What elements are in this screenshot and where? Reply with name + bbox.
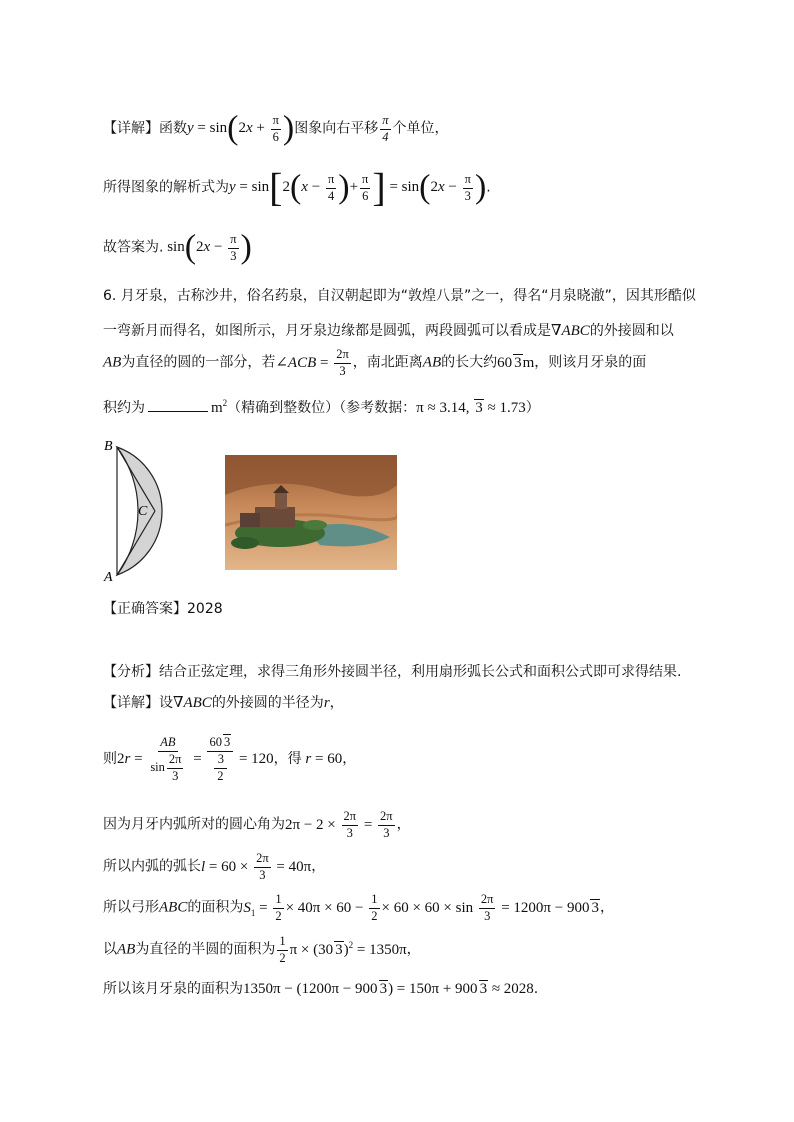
formula: $S_1$ = $\frac{1}{2}$ × 40π × 60 − $\frac{1}{2}$ × 60 × 60 × sin $\frac{2\pi}{3}$ = 1200π − 900 3 [243, 892, 599, 923]
detail2-text: 所以弓形 [103, 899, 159, 916]
detail2-line-5: 所以弓形ABC的面积为$S_1$ = $\frac{1}{2}$ × 40π × 60 − $\frac{1}{2}$ × 60 × 60 × sin $\frac{2\pi}{3}$ = 1200π − 900 3， [103, 892, 614, 923]
correct-answer-label: 【正确答案】 [103, 601, 187, 617]
question-text: 一弯新月而得名，如图所示，月牙泉边缘都是圆弧，两段圆弧可以看成是 [103, 323, 551, 339]
detail2-text: 的面积为 [187, 899, 244, 916]
question-text: （精确到整数位）（参考数据： [227, 400, 417, 416]
detail2-line-7: 所以该月牙泉的面积为1350π − (1200π − 900 3) = 150π + 900 3 ≈ 2028. [103, 981, 539, 997]
question-text: ，南北距离 [352, 354, 423, 371]
formula: r [323, 695, 330, 711]
question-text: 积约为 [103, 400, 145, 416]
detail-text: 函数 [159, 120, 187, 137]
detail2-line-1: 【详解】设∇ABC的外接圆的半径为r， [103, 695, 344, 711]
detail2-text: ，得 [273, 751, 302, 768]
formula: l = 60 × $\frac{2\pi}{3}$ = 40π [201, 851, 312, 882]
formula: π ≈ 3.14, 3 ≈ 1.73 [416, 400, 526, 416]
detail-text: 所得图象的解析式为 [103, 179, 229, 196]
detail-line-1 [103, 112, 694, 146]
label-b: B [104, 439, 113, 454]
formula: sin(2x − $\frac{\pi}{3}$ ) [163, 229, 252, 266]
answer-line [103, 231, 694, 265]
correct-answer [103, 601, 694, 618]
detail2-text: 则 [103, 751, 117, 768]
formula: $m^2$ [211, 398, 228, 416]
detail-text: 个单位， [392, 120, 449, 137]
detail2-text: 设 [159, 695, 173, 711]
formula: 2π − 2 × $\frac{2\pi}{3}$ = $\frac{2\pi}{3}$ [285, 809, 393, 840]
formula: r = 60 [305, 751, 343, 768]
formula: ∇ABC [551, 323, 590, 339]
detail-line-2 [103, 165, 694, 210]
formula: $\frac{\pi}{4}$ [382, 112, 389, 144]
detail2-line-3: 因为月牙内弧所对的圆心角为2π − 2 × $\frac{2\pi}{3}$ = $\frac{2\pi}{3}$ ， [103, 809, 411, 840]
question-text: 为直径的圆的一部分，若 [121, 354, 276, 371]
analysis-label: 【分析】 [103, 664, 159, 680]
answer-blank [148, 411, 208, 412]
question-text: 的外接圆和以 [589, 323, 674, 339]
question-text: ） [525, 400, 540, 416]
crescent-lake-photo [225, 455, 397, 570]
question-line-3 [103, 348, 694, 379]
detail-text: . [486, 179, 491, 196]
detail2-text: 为直径的半圆的面积为 [135, 941, 276, 958]
formula: AB [117, 941, 136, 958]
detail-label: 【详解】 [103, 120, 159, 137]
detail-text: 图象向右平移 [294, 120, 379, 137]
detail2-label: 【详解】 [103, 695, 159, 711]
answer-text: 故答案为. [103, 239, 164, 256]
formula: ∠ACB = $\frac{2\pi}{3}$ [275, 347, 349, 378]
formula: AB [422, 354, 442, 371]
label-a: A [104, 570, 113, 585]
formula: ∇ABC [173, 695, 212, 711]
label-c: C [138, 504, 148, 519]
detail2-text: 以 [103, 941, 117, 958]
crescent-diagram [100, 435, 200, 585]
formula: 2r = AB sin $\frac{2\pi}{3}$ = $\frac{60 3}{\frac{3}{2}}$ = 120 [117, 735, 274, 783]
formula: AB [103, 354, 122, 371]
formula: y = sin(2x + $\frac{\pi}{6}$ ) [187, 110, 295, 147]
detail2-text: 所以该月牙泉的面积为 [103, 981, 243, 997]
question-text: 的长大约 [441, 354, 498, 371]
analysis [103, 664, 694, 681]
correct-answer-value: 2028 [187, 601, 223, 617]
question-line-1: 6. 月牙泉，古称沙井，俗名药泉，自汉朝起即为“敦煌八景”之一，得名“月泉晓澈”，因其形酷似 [103, 288, 696, 304]
analysis-text: 结合正弦定理，求得三角形外接圆半径，利用扇形弧长公式和面积公式即可求得结果. [159, 664, 682, 680]
question-line-2 [103, 322, 694, 340]
detail2-text: 所以内弧的弧长 [103, 858, 201, 875]
detail2-text: 因为月牙内弧所对的圆心角为 [103, 816, 285, 833]
question-text: ，则该月牙泉的面 [534, 354, 647, 371]
question-line-4 [103, 398, 694, 417]
formula: $\frac{1}{2}$ π × (30 3)$^2$ = 1350π [279, 934, 407, 965]
formula: y = sin[2(x − $\frac{\pi}{4}$ )+ $\frac{\pi}{6}$ ] = sin(2x − $\frac{\pi}{3}$ ) [229, 165, 487, 210]
formula: 60 3m [497, 354, 535, 371]
detail2-text: 的外接圆的半径为 [211, 695, 324, 711]
detail2-line-6: 以AB为直径的半圆的面积为 $\frac{1}{2}$ π × (30 3)$^2$ = 1350π， [103, 934, 421, 965]
formula: ABC [159, 899, 188, 916]
formula: 1350π − (1200π − 900 3) = 150π + 900 3 ≈ 2028 [243, 981, 534, 997]
detail2-line-2: 则2r = AB sin $\frac{2\pi}{3}$ = $\frac{60 3}{\frac{3}{2}}$ = 120，得 r = 60， [103, 735, 357, 783]
detail2-line-4: 所以内弧的弧长l = 60 × $\frac{2\pi}{3}$ = 40π， [103, 851, 326, 882]
